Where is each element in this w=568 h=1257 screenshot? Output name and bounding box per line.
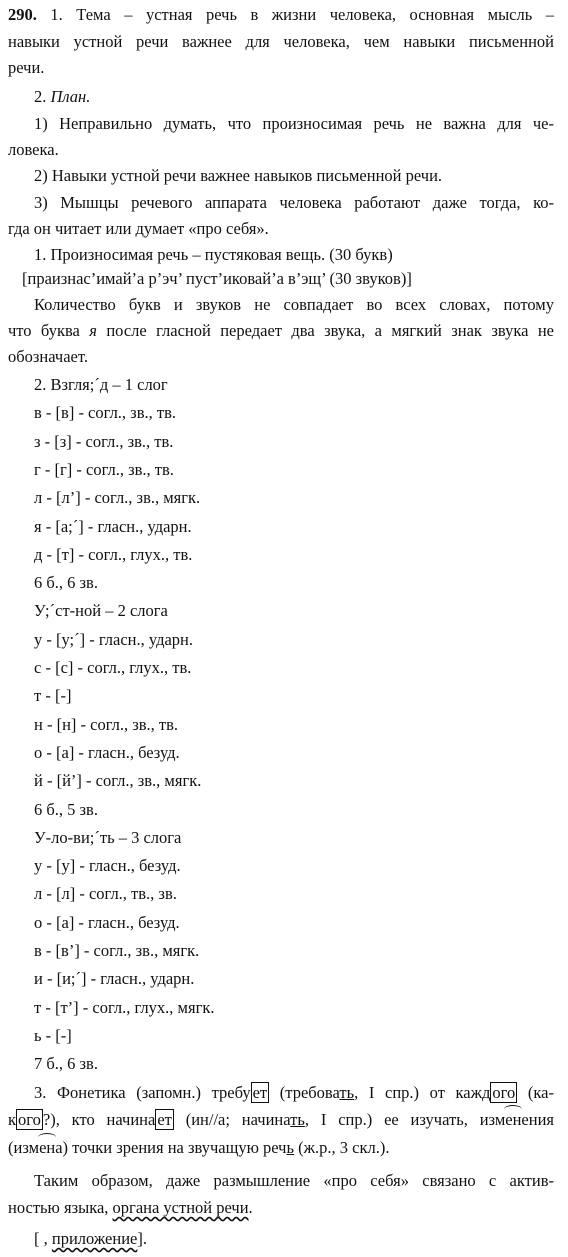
analysis-line: я - [а;´] - гласн., ударн. [34, 516, 192, 536]
analysis-line: л - [л’] - согл., зв., мягк. [34, 488, 201, 508]
plan-item-2: 2) Навыки устной речи важнее навыков письменной речи. [34, 166, 443, 185]
ending-box: ет [157, 1110, 172, 1129]
analysis-line: в - [в] - согл., зв., тв. [34, 403, 176, 423]
exercise-line-2: навыки устной речи важнее для человека, чем навыки письменной [8, 32, 554, 51]
analysis-line: у - [у;´] - гласн., ударн. [34, 629, 193, 649]
analysis-line: т - [-] [34, 686, 72, 706]
suffix-underline: ть [290, 1110, 305, 1129]
suffix-underline: ть [339, 1083, 355, 1102]
part3-line-6: [ , приложение]. [34, 1229, 147, 1248]
part3-line-4: Таким образом, даже размышление «про себя» связано с актив- [34, 1171, 554, 1190]
plan-item-3-cont: гда он читает или думает «про себя». [8, 219, 269, 238]
analysis-line: н - [н] - согл., зв., тв. [34, 714, 179, 734]
plan-item-1-cont: ловека. [8, 140, 59, 159]
analysis-line: 7 б., 6 зв. [34, 1054, 98, 1074]
analysis-line: о - [а] - гласн., безуд. [34, 742, 180, 762]
exercise-line-3: речи. [8, 58, 45, 77]
suffix-underline: ь [286, 1138, 295, 1157]
analysis-line: д - [т] - согл., глух., тв. [34, 544, 193, 564]
analysis-line: в - [в’] - согл., зв., мягк. [34, 941, 200, 960]
explanation-line-3: обозначает. [8, 347, 88, 366]
part3-line-5: ностью языка, органа устной речи. [8, 1198, 253, 1217]
analysis-line: У-ло-ви;´ть – 3 слога [34, 827, 182, 847]
part3-line-3: (измена) точки зрения на звучащую речь (ж.р., 3 скл.). [8, 1138, 390, 1157]
analysis-line: 2. Взгля;´д – 1 слог [34, 375, 168, 394]
explanation-line-1: Количество букв и звуков не совпадает во всех словах, потому [34, 295, 554, 314]
analysis-line: ь - [-] [34, 1025, 72, 1045]
analysis-line: о - [а] - гласн., безуд. [34, 912, 180, 932]
analysis-line: 6 б., 5 зв. [34, 799, 98, 819]
part3-line-1: 3. Фонетика (запомн.) требу ет (требовать, I спр.) от кажд ого (ка- [34, 1083, 554, 1102]
sentence-line: 1. Произносимая речь – пустяковая вещь. (30 букв) [34, 245, 393, 264]
analysis-line: л - [л] - согл., тв., зв. [34, 884, 177, 904]
analysis-line: 6 б., 6 зв. [34, 573, 98, 593]
ending-box: ого [18, 1110, 41, 1129]
analysis-line: у - [у] - гласн., безуд. [34, 856, 181, 876]
italic-letter: я [89, 321, 97, 340]
analysis-line: У;´ст-ной – 2 слога [34, 601, 168, 621]
root-arc: ен [39, 1138, 56, 1157]
root-arc: ен [505, 1110, 522, 1129]
apposition-wavy-underline: органа устной речи [112, 1198, 249, 1217]
analysis-line: й - [й’] - согл., зв., мягк. [34, 771, 202, 791]
explanation-line-2: что буква я после гласной передает два звука, а мягкий знак звука не [8, 321, 554, 340]
analysis-line: г - [г] - согл., зв., тв. [34, 459, 174, 479]
exercise-line-1: 290. 1. Тема – устная речь в жизни человека, основная мысль – [8, 5, 555, 24]
analysis-line: т - [т’] - согл., глух., мягк. [34, 997, 215, 1017]
transcription-line: [праизнас’имай’а р’эч’ пуст’иковай’а в’эщ’ (30 звуков)] [22, 269, 412, 288]
ending-box: ого [492, 1083, 516, 1102]
exercise-number: 290. [8, 5, 37, 24]
analysis-line: и - [и;´] - гласн., ударн. [34, 969, 195, 989]
analysis-line: з - [з] - согл., зв., тв. [34, 431, 174, 451]
analysis-line: с - [с] - согл., глух., тв. [34, 658, 192, 677]
plan-heading: 2. План. [34, 87, 91, 106]
part3-line-2: к ого ?), кто начина ет (ин//а; начинать, I спр.) ее изучать, изменения [8, 1110, 554, 1129]
plan-item-3: 3) Мышцы речевого аппарата человека работают даже тогда, ко- [34, 193, 554, 212]
ending-box: ет [252, 1083, 268, 1102]
plan-item-1: 1) Неправильно думать, что произносимая речь не важна для че- [34, 114, 554, 133]
apposition-wavy-underline: приложение [51, 1229, 138, 1248]
